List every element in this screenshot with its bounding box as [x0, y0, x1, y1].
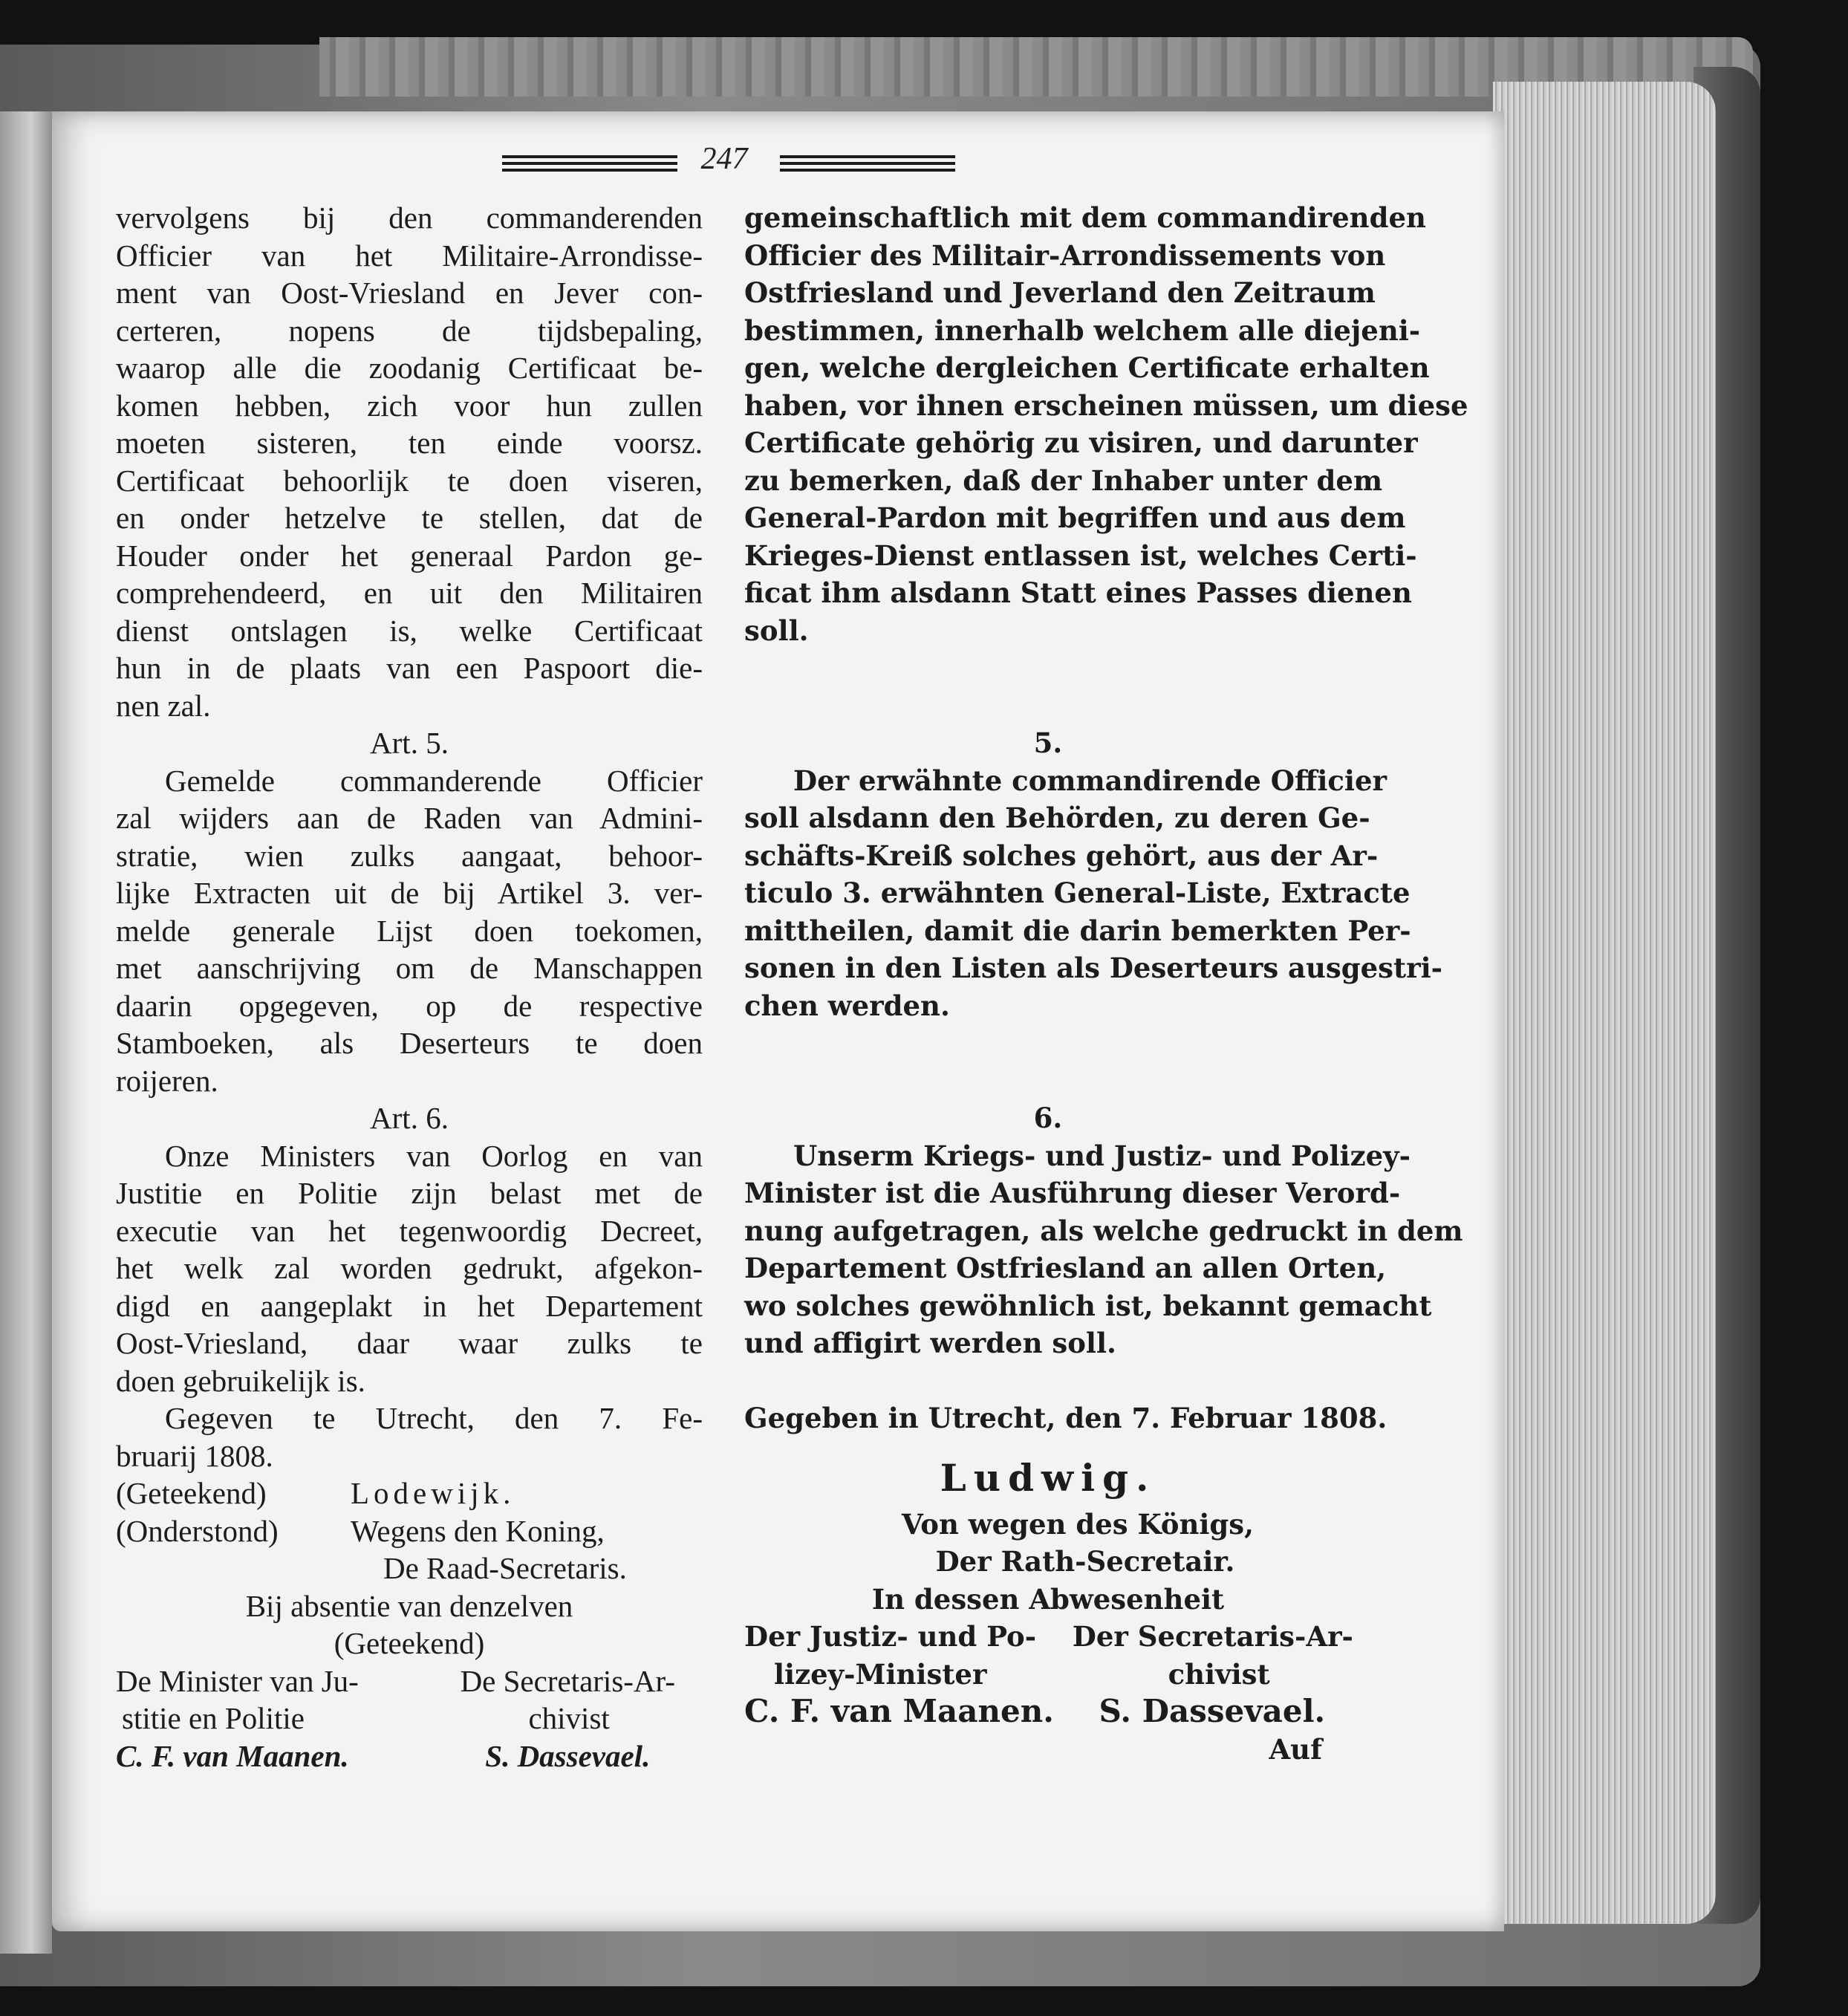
minister-title: stitie en Politie [122, 1701, 305, 1735]
text-line: Departement Ostfriesland an allen Orten, [744, 1252, 1387, 1284]
council-secretary: De Raad-Secretaris. [383, 1551, 627, 1585]
text-line: gen, welche dergleichen Certificate erhalten [744, 351, 1430, 384]
signatories-row [744, 1656, 1352, 1694]
text-line: melde generale Lijst doen toekomen, [116, 913, 703, 948]
text-line: komen hebben, zich voor hun zullen [116, 388, 703, 423]
left-page-edge [0, 111, 52, 1954]
spacer [744, 1062, 1352, 1100]
article-5-text [116, 762, 703, 1100]
text-line: Gemelde commanderende Officier [165, 763, 703, 798]
council-secretary: Der Rath-Secretair. [935, 1545, 1235, 1578]
signatures-row [116, 1737, 703, 1775]
text-line: daarin opgegeven, op de respective [116, 988, 703, 1023]
text-line: chen werden. [744, 989, 950, 1022]
text-line: zal wijders aan de Raden van Admini- [116, 801, 703, 835]
text-line: Oost-Vriesland, daar waar zulks te [116, 1326, 703, 1360]
text-line: doen gebruikelijk is. [116, 1363, 365, 1398]
text-line: het welk zal worden gedrukt, afgekon- [116, 1251, 703, 1285]
minister-signature: C. F. van Maanen. [116, 1738, 349, 1773]
text-line: wo solches gewöhnlich ist, bekannt gemacht [744, 1289, 1432, 1322]
text-line: bestimmen, innerhalb welchem alle diejeni- [744, 313, 1421, 347]
article-6-text [744, 1137, 1463, 1362]
text-line: Justitie en Politie zijn belast met de [116, 1176, 703, 1210]
header-rule-right [780, 155, 955, 175]
text-line: haben, vor ihnen erscheinen müssen, um diese [744, 388, 1468, 422]
text-line: soll alsdann den Behörden, zu deren Ge- [744, 801, 1370, 834]
text-line: und affigirt werden soll. [744, 1327, 1116, 1359]
signatories-row [116, 1662, 703, 1700]
text-line: Stamboeken, als Deserteurs te doen [116, 1026, 703, 1060]
archivist-signature: S. Dassevael. [485, 1738, 651, 1773]
header-rule-left [502, 155, 677, 175]
absence-line: Bij absentie van denzelven [245, 1588, 573, 1623]
below-label: (Onderstond) [116, 1513, 279, 1548]
archivist-title: chivist [528, 1701, 610, 1735]
minister-title: Der Justiz- und Po- [744, 1620, 1037, 1653]
text-line: vervolgens bij den commanderenden [116, 201, 703, 235]
article-6-text [116, 1137, 703, 1400]
text-line: roijeren. [116, 1063, 218, 1098]
given-line: bruarij 1808. [116, 1438, 273, 1473]
text-line: dienst ontslagen is, welke Certificaat [116, 613, 703, 648]
archivist-signature: S. Dassevael. [1099, 1693, 1326, 1729]
text-line: Onze Ministers van Oorlog en van [165, 1138, 703, 1173]
signed-row [116, 1474, 703, 1512]
signatories-row [744, 1618, 1352, 1656]
minister-title: lizey-Minister [774, 1657, 987, 1691]
article-5-text [744, 762, 1442, 1025]
page-number: 247 [700, 142, 748, 176]
text-line: sonen in den Listen als Deserteurs ausgestri- [744, 952, 1442, 984]
given-line: Gegeven te Utrecht, den 7. Fe- [165, 1401, 703, 1435]
text-line: Officier des Militair-Arrondissements von [744, 238, 1386, 272]
text-line: Ostfriesland und Jeverland den Zeitraum [744, 276, 1376, 309]
article-5-heading: Art. 5. [370, 726, 449, 760]
text-line: digd en aangeplakt in het Departement [116, 1288, 703, 1323]
german-body [744, 199, 1468, 649]
signatures-row [744, 1693, 1352, 1731]
text-line: nen zal. [116, 688, 211, 723]
king-name: Lodewijk. [351, 1476, 515, 1510]
text-line: hun in de plaats van een Paspoort die- [116, 651, 703, 685]
given-line: Gegeben in Utrecht, den 7. Februar 1808. [744, 1402, 1387, 1434]
minister-signature: C. F. van Maanen. [744, 1693, 1054, 1729]
text-line: Certificaat behoorlijk te doen viseren, [116, 463, 703, 498]
article-5-heading: 5. [1033, 726, 1063, 759]
text-line: ment van Oost-Vriesland en Jever con- [116, 276, 703, 310]
text-line: Krieges-Dienst entlassen ist, welches Certi- [744, 539, 1417, 572]
spacer [744, 687, 1352, 725]
text-line: schäfts-Kreiß solches gehört, aus der Ar- [744, 839, 1379, 872]
text-line: General-Pardon mit begriffen und aus dem [744, 501, 1406, 534]
archivist-title: chivist [1168, 1657, 1270, 1691]
text-line: waarop alle die zoodanig Certificaat be- [116, 351, 703, 385]
spacer [744, 649, 1352, 687]
absence-line: In dessen Abwesenheit [871, 1582, 1225, 1616]
minister-title: De Minister van Ju- [116, 1663, 359, 1698]
text-line: Der erwähnte commandirende Officier [793, 764, 1387, 797]
dutch-body [116, 199, 703, 724]
text-line: Officier van het Militaire-Arrondisse- [116, 238, 703, 273]
text-line: moeten sisteren, ten einde voorsz. [116, 426, 703, 460]
by-king: Wegens den Koning, [351, 1513, 605, 1548]
text-line: Minister ist die Ausführung dieser Verord- [744, 1177, 1401, 1209]
text-line: zu bemerken, daß der Inhaber unter dem [744, 464, 1383, 497]
text-line: mittheilen, damit die darin bemerkten Per- [744, 914, 1411, 947]
text-line: Certificate gehörig zu visiren, und darunter [744, 426, 1418, 459]
article-6-heading: 6. [1033, 1102, 1063, 1134]
king-name: Ludwig. [940, 1455, 1156, 1500]
text-line: executie van het tegenwoordig Decreet, [116, 1213, 703, 1248]
signatories-row [116, 1700, 703, 1737]
text-line: certeren, nopens de tijdsbepaling, [116, 313, 703, 348]
text-line: ficat ihm alsdann Statt eines Passes dienen [744, 576, 1412, 609]
signed-label: (Geteekend) [116, 1476, 267, 1510]
archivist-title: Der Secretaris-Ar- [1072, 1620, 1353, 1653]
catchword: Auf [1269, 1732, 1322, 1766]
page-stack-edges [1493, 82, 1716, 1924]
text-line: nung aufgetragen, als welche gedruckt in dem [744, 1214, 1463, 1247]
spacer [744, 1362, 1352, 1400]
text-line: en onder hetzelve te stellen, dat de [116, 501, 703, 535]
text-line: comprehendeerd, en uit den Militairen [116, 576, 703, 610]
countersigned-row [116, 1512, 703, 1550]
text-line: soll. [744, 614, 809, 647]
text-line: Houder onder het generaal Pardon ge- [116, 538, 703, 573]
dutch-column [116, 199, 703, 1775]
article-6-heading: Art. 6. [370, 1101, 449, 1135]
text-line: ticulo 3. erwähnten General-Liste, Extracte [744, 877, 1411, 909]
german-column [744, 199, 1468, 1768]
spacer [744, 1024, 1352, 1062]
signed-label-2: (Geteekend) [334, 1626, 485, 1660]
text-line: Unserm Kriegs- und Justiz- und Polizey- [793, 1139, 1411, 1172]
archivist-title: De Secretaris-Ar- [460, 1663, 676, 1698]
text-line: gemeinschaftlich mit dem commandirenden [744, 201, 1426, 234]
by-king: Von wegen des Königs, [901, 1507, 1255, 1541]
text-line: stratie, wien zulks aangaat, behoor- [116, 838, 703, 873]
text-line: met aanschrijving om de Manschappen [116, 951, 703, 985]
text-line: lijke Extracten uit de bij Artikel 3. ver- [116, 876, 703, 910]
